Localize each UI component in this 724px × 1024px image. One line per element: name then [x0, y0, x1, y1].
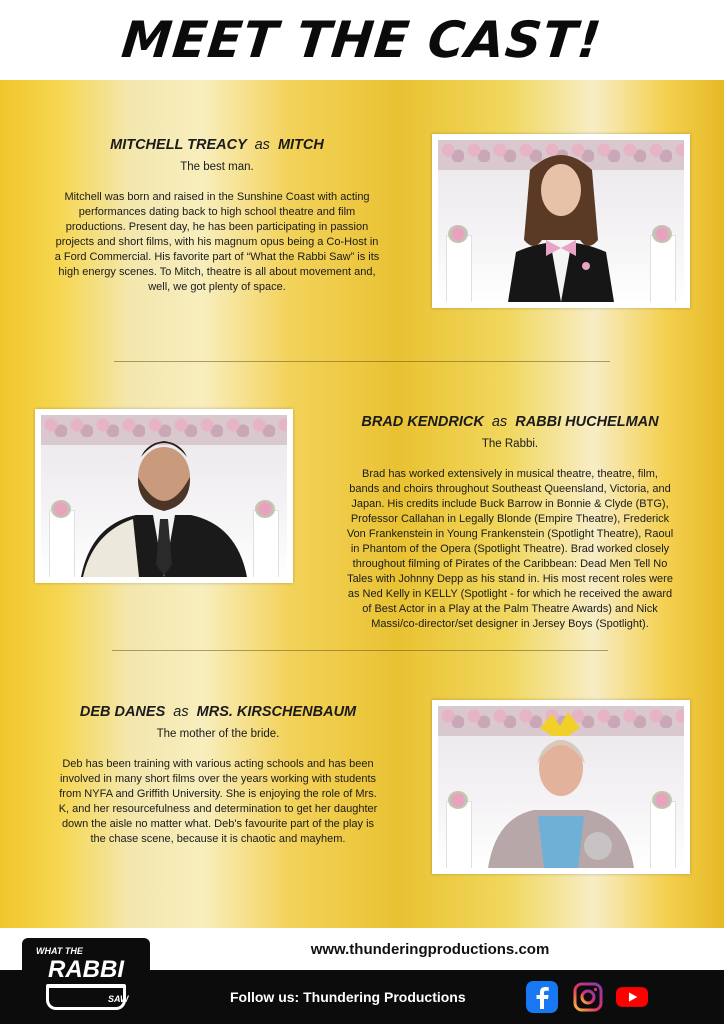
wedding-backdrop [438, 706, 684, 868]
show-logo [22, 938, 150, 1020]
cast-name [310, 414, 710, 430]
bio-line: performances dating back to high school theatre and film [78, 206, 356, 218]
cast-name [20, 704, 416, 720]
page-title: MEET THE CAST! [119, 11, 605, 69]
bio [310, 467, 710, 632]
as-label: as [254, 137, 270, 153]
bio-line: involved in many short films over the years working with students [59, 773, 377, 785]
bio-line: K, and her resourcefulness and determination to get her daughter [58, 803, 378, 815]
follow-text: Follow us: Thundering Productions [230, 989, 466, 1005]
actor-portrait [41, 415, 287, 577]
bio-line: Professor Callahan in Legally Blonde (Empire Theatre), Frederick [350, 513, 670, 525]
cast-member-brad [310, 414, 710, 632]
header [0, 0, 724, 80]
bio-line: Japan. His credits include Buck Barrow in Bonnie & Clyde (BTG), [351, 498, 669, 510]
instagram-icon[interactable] [572, 981, 604, 1013]
bio [22, 190, 412, 295]
cast-member-deb [20, 704, 416, 847]
bio-line: Mitchell was born and raised in the Sunshine Coast with acting [64, 191, 370, 203]
bio [20, 757, 416, 847]
section-divider [114, 361, 610, 362]
bio-line: Deb has been training with various acting schools and has been [62, 758, 374, 770]
cast-photo-brad [35, 409, 293, 583]
bio-line: throughout filming of Pirates of the Caribbean: Dead Men Tell No [352, 558, 668, 570]
character-name: MITCH [277, 137, 324, 153]
youtube-icon[interactable] [616, 981, 648, 1013]
bio-line: well, we got plenty of space. [148, 281, 286, 293]
bio-line: bands and choirs throughout Southeast Queensland, Victoria, and [349, 483, 671, 495]
section-divider [112, 650, 608, 651]
bio-line: Tales with Johnny Depp as his stand in. His most recent roles were [347, 573, 673, 585]
cast-member-mitchell [22, 137, 412, 295]
facebook-icon[interactable] [526, 981, 558, 1013]
bio-line: projects and short films, with his magnum opus being a Co-Host in [55, 236, 379, 248]
cast-photo-deb [432, 700, 690, 874]
bio-line: Brad has worked extensively in musical theatre, theatre, film, [362, 468, 658, 480]
bio-line: productions. Present day, he has been participating in passion [65, 221, 369, 233]
actor-portrait [438, 140, 684, 302]
logo-line-3: SAW [108, 994, 129, 1004]
actor-name: MITCHELL TREACY [110, 137, 247, 153]
bio-line: Massi/co-director/set designer in Jersey Boys (Spotlight). [371, 618, 649, 630]
character-name: RABBI HUCHELMAN [515, 414, 659, 430]
character-name: MRS. KIRSCHENBAUM [196, 704, 357, 720]
bio-line: high energy scenes. To Mitch, theatre is all about movement and, [58, 266, 376, 278]
bio-line: as Ned Kelly in KELLY (Spotlight - for which he received the award [347, 588, 673, 600]
bio-line: Von Frankenstein in Young Frankenstein (Spotlight Theatre), Raoul [346, 528, 674, 540]
role-description: The best man. [180, 161, 254, 173]
website-link[interactable]: www.thunderingproductions.com [310, 941, 550, 958]
bio-line: down the aisle no matter what. Deb's favourite part of the play is [61, 818, 375, 830]
wedding-backdrop [438, 140, 684, 302]
bio-line: a Ford Commercial. His favorite part of “What the Rabbi Saw” is its [54, 251, 380, 263]
cast-photo-mitchell [432, 134, 690, 308]
actor-name: DEB DANES [79, 704, 166, 720]
bio-line: from NYFA and Griffith University. She is enjoying the role of Mrs. [59, 788, 377, 800]
bio-line: in Phantom of the Opera (Spotlight Theatre). Brad worked closely [350, 543, 670, 555]
actor-name: BRAD KENDRICK [361, 414, 484, 430]
as-label: as [173, 704, 189, 720]
actor-portrait [438, 706, 684, 868]
logo-line-1: WHAT THE [36, 946, 83, 956]
role-description: The Rabbi. [481, 438, 539, 450]
bio-line: the chase scene, because it is chaotic and mayhem. [90, 833, 346, 845]
bio-line: of Best Actor in a Play at the Palm Theatre Awards) and Nick [362, 603, 658, 615]
wedding-backdrop [41, 415, 287, 577]
as-label: as [491, 414, 508, 430]
role-description: The mother of the bride. [156, 728, 280, 740]
cast-name [22, 137, 412, 153]
logo-line-2: RABBI [48, 956, 124, 983]
